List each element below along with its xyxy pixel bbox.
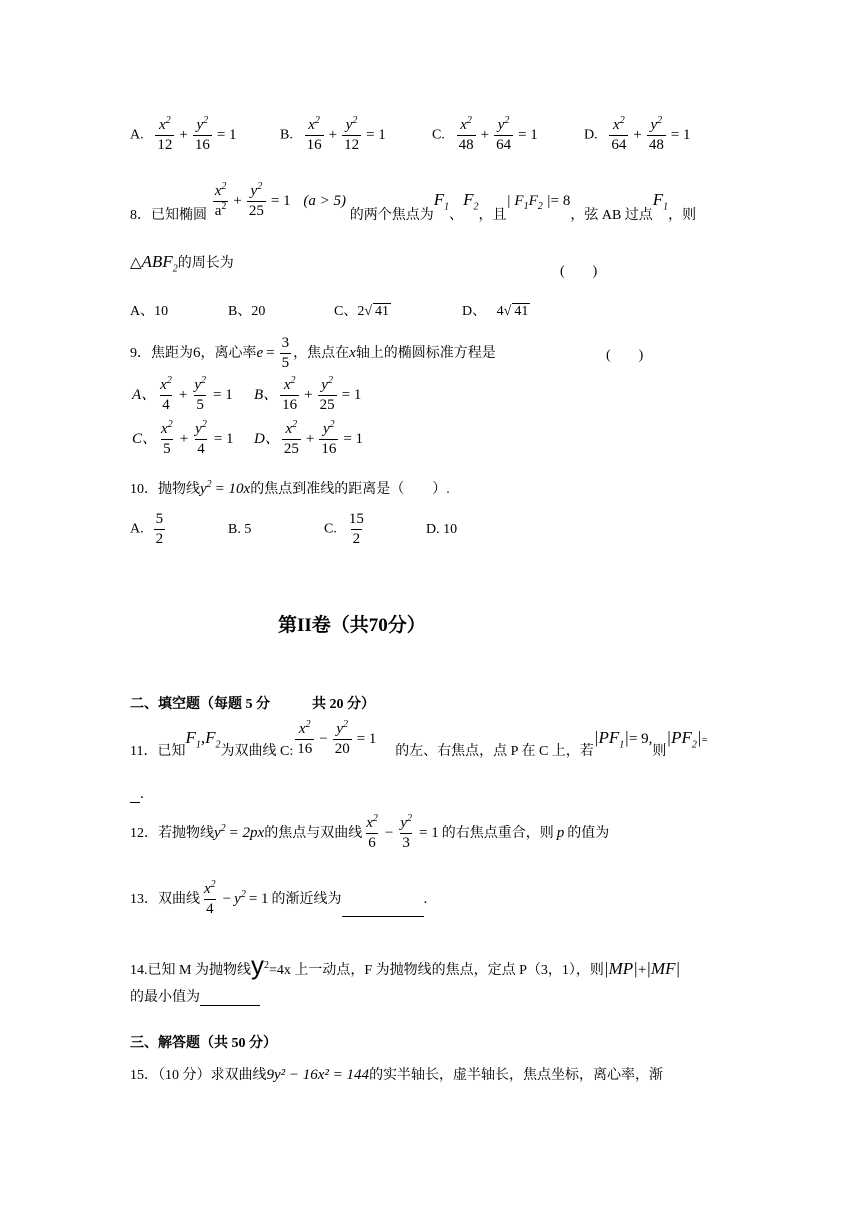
denominator: 12 xyxy=(344,137,360,153)
q9-value: 6 xyxy=(193,344,201,361)
denominator: 64 xyxy=(496,137,512,153)
answer-paren: ( ) xyxy=(606,348,644,363)
answer-paren: ( ) xyxy=(560,264,598,279)
denominator: 5 xyxy=(281,355,290,371)
triangle-symbol: △ xyxy=(130,255,142,271)
q12-text: 的右焦点重合，则 xyxy=(441,825,554,841)
q11-eq: = xyxy=(701,733,708,746)
q14-text: 14.已知 M 为抛物线 xyxy=(130,963,251,978)
option-label: B、 xyxy=(254,386,279,403)
option-c: C、2√ 41 xyxy=(334,304,390,319)
question-12: 12．若抛物线$y^2 = 2px$的焦点与双曲线 $\frac{x^2}{6}$ − $\frac{y^2}{3}$ = 1 的右焦点重合，则 p 的值为 xyxy=(130,813,610,851)
q10-option-b: B. 5 xyxy=(228,522,252,537)
denominator: 12 xyxy=(157,137,173,153)
denominator: 2 xyxy=(352,531,361,547)
q8-options xyxy=(130,300,529,320)
q10-eq: = 10x xyxy=(214,481,251,497)
q14-text: 的最小值为 xyxy=(130,990,200,1005)
denominator: 16 xyxy=(297,741,313,757)
denominator: 48 xyxy=(648,137,664,153)
q9-text: ，离心率 xyxy=(200,345,257,361)
q12-text: 的焦点与双曲线 xyxy=(264,825,363,841)
denominator: 20 xyxy=(334,741,350,757)
option-label: B. xyxy=(280,127,293,143)
denominator: 16 xyxy=(306,137,322,153)
numerator: 15 xyxy=(348,511,364,527)
denominator: 16 xyxy=(194,137,210,153)
q13-text: 的渐近线为 xyxy=(271,891,342,907)
period: . xyxy=(140,786,144,802)
coef: 4 xyxy=(496,304,504,319)
question-13: 13．双曲线 $\frac{x^2}{4}$ − $y^2 = 1$ 的渐近线为 . xyxy=(130,879,428,917)
q8-text: ，则 xyxy=(668,207,697,223)
option-label: A、 xyxy=(132,386,157,403)
q8-eq: = 8 xyxy=(550,192,571,209)
q15-text: 15．（10 分）求双曲线 xyxy=(130,1068,267,1083)
option-label: A. xyxy=(130,127,144,143)
denominator: 25 xyxy=(248,203,264,219)
period: . xyxy=(423,890,428,907)
q8-text: ，且 xyxy=(478,207,507,223)
question-11: 11．已知$F_1,F_2$为双曲线 C: $\frac{x^2}{16}$ − $\frac{y^2}{20}$ = 1 的左、右焦点，点 P 在 C 上，若$|PF_1|= 9$,则$|PF_2|=$ xyxy=(130,719,708,759)
q10-option-d: D. 10 xyxy=(426,522,458,537)
q8-line2: $\triangle ABF_2$的周长为 xyxy=(130,252,234,275)
q10-option-a xyxy=(130,512,167,547)
option-label: C. xyxy=(324,521,337,537)
q8-prefix: 8．已知椭圆 xyxy=(130,207,207,223)
q10-text: 10．抛物线 xyxy=(130,482,200,497)
question-10: 10．抛物线$y^2 = 10x$的焦点到准线的距离是（ ）. xyxy=(130,479,450,497)
radicand: 41 xyxy=(514,304,529,319)
numerator: 3 xyxy=(281,335,290,351)
q10-text: 的焦点到准线的距离是（ ）. xyxy=(250,482,450,497)
q12-eq: = 2px xyxy=(228,824,265,841)
option-label: C、 xyxy=(132,430,158,447)
q7-option-b: B. $\frac{x^2}{16}$ + $\frac{y^2}{12}$ = 1 xyxy=(280,115,386,153)
q7-option-c: C. $\frac{x^2}{48}$ + $\frac{y^2}{64}$ = 1 xyxy=(432,115,538,153)
section-title: 第II卷（共70分） xyxy=(278,615,426,636)
q14-text: =4x 上一动点，F 为抛物线的焦点，定点 P（3，1），则 xyxy=(268,963,604,978)
denominator: 4 xyxy=(206,901,214,917)
part2-heading: 二、填空题（每题 5 分 共 20 分） xyxy=(130,697,375,712)
question-9: 9．焦距为6，离心率e = $\frac{3}{5}$ ，焦点在x轴上的椭圆标准方程是 xyxy=(130,335,496,371)
q11-text: 为双曲线 C: xyxy=(220,743,294,759)
answer-blank[interactable] xyxy=(342,900,424,917)
q8-condition: (a > 5) xyxy=(303,192,346,209)
option-label: D. xyxy=(584,127,598,143)
denominator: 3 xyxy=(402,835,410,851)
option-label: C. xyxy=(432,127,445,143)
denominator: 2 xyxy=(155,531,164,547)
part3-heading: 三、解答题（共 50 分） xyxy=(130,1036,277,1051)
q11-text: 则 xyxy=(652,743,667,759)
denominator: 6 xyxy=(368,835,376,851)
q12-text: 12．若抛物线 xyxy=(130,825,214,841)
option-d: D、 4√ 41 xyxy=(462,304,529,319)
q12-text: 的值为 xyxy=(567,825,610,841)
q11-eq: = 9, xyxy=(628,730,653,747)
question-8: 8．已知椭圆 $\frac{x^2}{a^2}$ + $\frac{y^2}{25}$ = 1 (a > 5) 的两个焦点为$F_1$、$F_2$，且| $F_1F_2$ |= 8，弦 AB 过点$F_1$，则 xyxy=(130,181,697,223)
denominator: 16 xyxy=(282,397,298,413)
option-a: A、10 xyxy=(130,304,169,319)
q11-text: 11．已知 xyxy=(130,743,186,759)
denominator: 25 xyxy=(283,441,299,457)
q15-eq: 9y² − 16x² = 144 xyxy=(266,1067,370,1083)
denominator: 4 xyxy=(162,397,170,413)
denominator: 5 xyxy=(163,441,171,457)
option-d-label: D、 xyxy=(462,304,487,319)
denominator: 64 xyxy=(611,137,627,153)
denominator: 5 xyxy=(196,397,204,413)
q11-blank xyxy=(130,786,144,803)
q14-line2 xyxy=(130,986,260,1006)
option-c-label: C、2 xyxy=(334,304,365,319)
q9-text: ，焦点在 xyxy=(293,345,350,361)
question-14: 14.已知 M 为抛物线$y^2=4x$ 上一动点，F 为抛物线的焦点，定点 P（3，1），则|MP|+|MF| xyxy=(130,950,681,980)
q9-text: 轴上的椭圆标准方程是 xyxy=(355,345,496,361)
q8-text: 的两个焦点为 xyxy=(349,207,434,223)
q15-text: 的实半轴长，虚半轴长，焦点坐标，离心率，渐 xyxy=(369,1068,664,1083)
denominator: 4 xyxy=(197,441,205,457)
q9-option-d: D、 $\frac{x^2}{25}$ + $\frac{y^2}{16}$ = 1 xyxy=(254,419,364,457)
question-15 xyxy=(130,1064,663,1084)
q8-text: ，弦 AB 过点 xyxy=(570,207,653,223)
q10-option-c xyxy=(324,512,368,547)
option-label: D、 xyxy=(254,430,280,447)
q8-text: 的周长为 xyxy=(177,256,234,271)
q9-option-c: C、 $\frac{x^2}{5}$ + $\frac{y^2}{4}$ = 1 xyxy=(132,419,234,457)
q8-sep: 、 xyxy=(449,207,464,223)
option-b: B、20 xyxy=(228,304,266,319)
q7-option-a: A. $\frac{x^2}{12}$ + $\frac{y^2}{16}$ = 1 xyxy=(130,115,237,153)
radicand: 41 xyxy=(375,304,390,319)
q13-text: 13．双曲线 xyxy=(130,891,200,907)
answer-blank[interactable] xyxy=(200,989,260,1006)
denominator: 25 xyxy=(319,397,335,413)
q11-text: 的左、右焦点，点 P 在 C 上，若 xyxy=(395,743,594,759)
q9-option-b: B、 $\frac{x^2}{16}$ + $\frac{y^2}{25}$ = 1 xyxy=(254,375,362,413)
q7-options xyxy=(130,115,730,162)
option-label: A. xyxy=(130,521,144,537)
q7-option-d: D. $\frac{x^2}{64}$ + $\frac{y^2}{48}$ = 1 xyxy=(584,115,691,153)
q9-option-a: A、 $\frac{x^2}{4}$ + $\frac{y^2}{5}$ = 1 xyxy=(132,375,233,413)
denominator: 16 xyxy=(321,441,337,457)
q9-text: 9．焦距为 xyxy=(130,345,193,361)
numerator: 5 xyxy=(155,511,164,527)
denominator: 48 xyxy=(458,137,474,153)
